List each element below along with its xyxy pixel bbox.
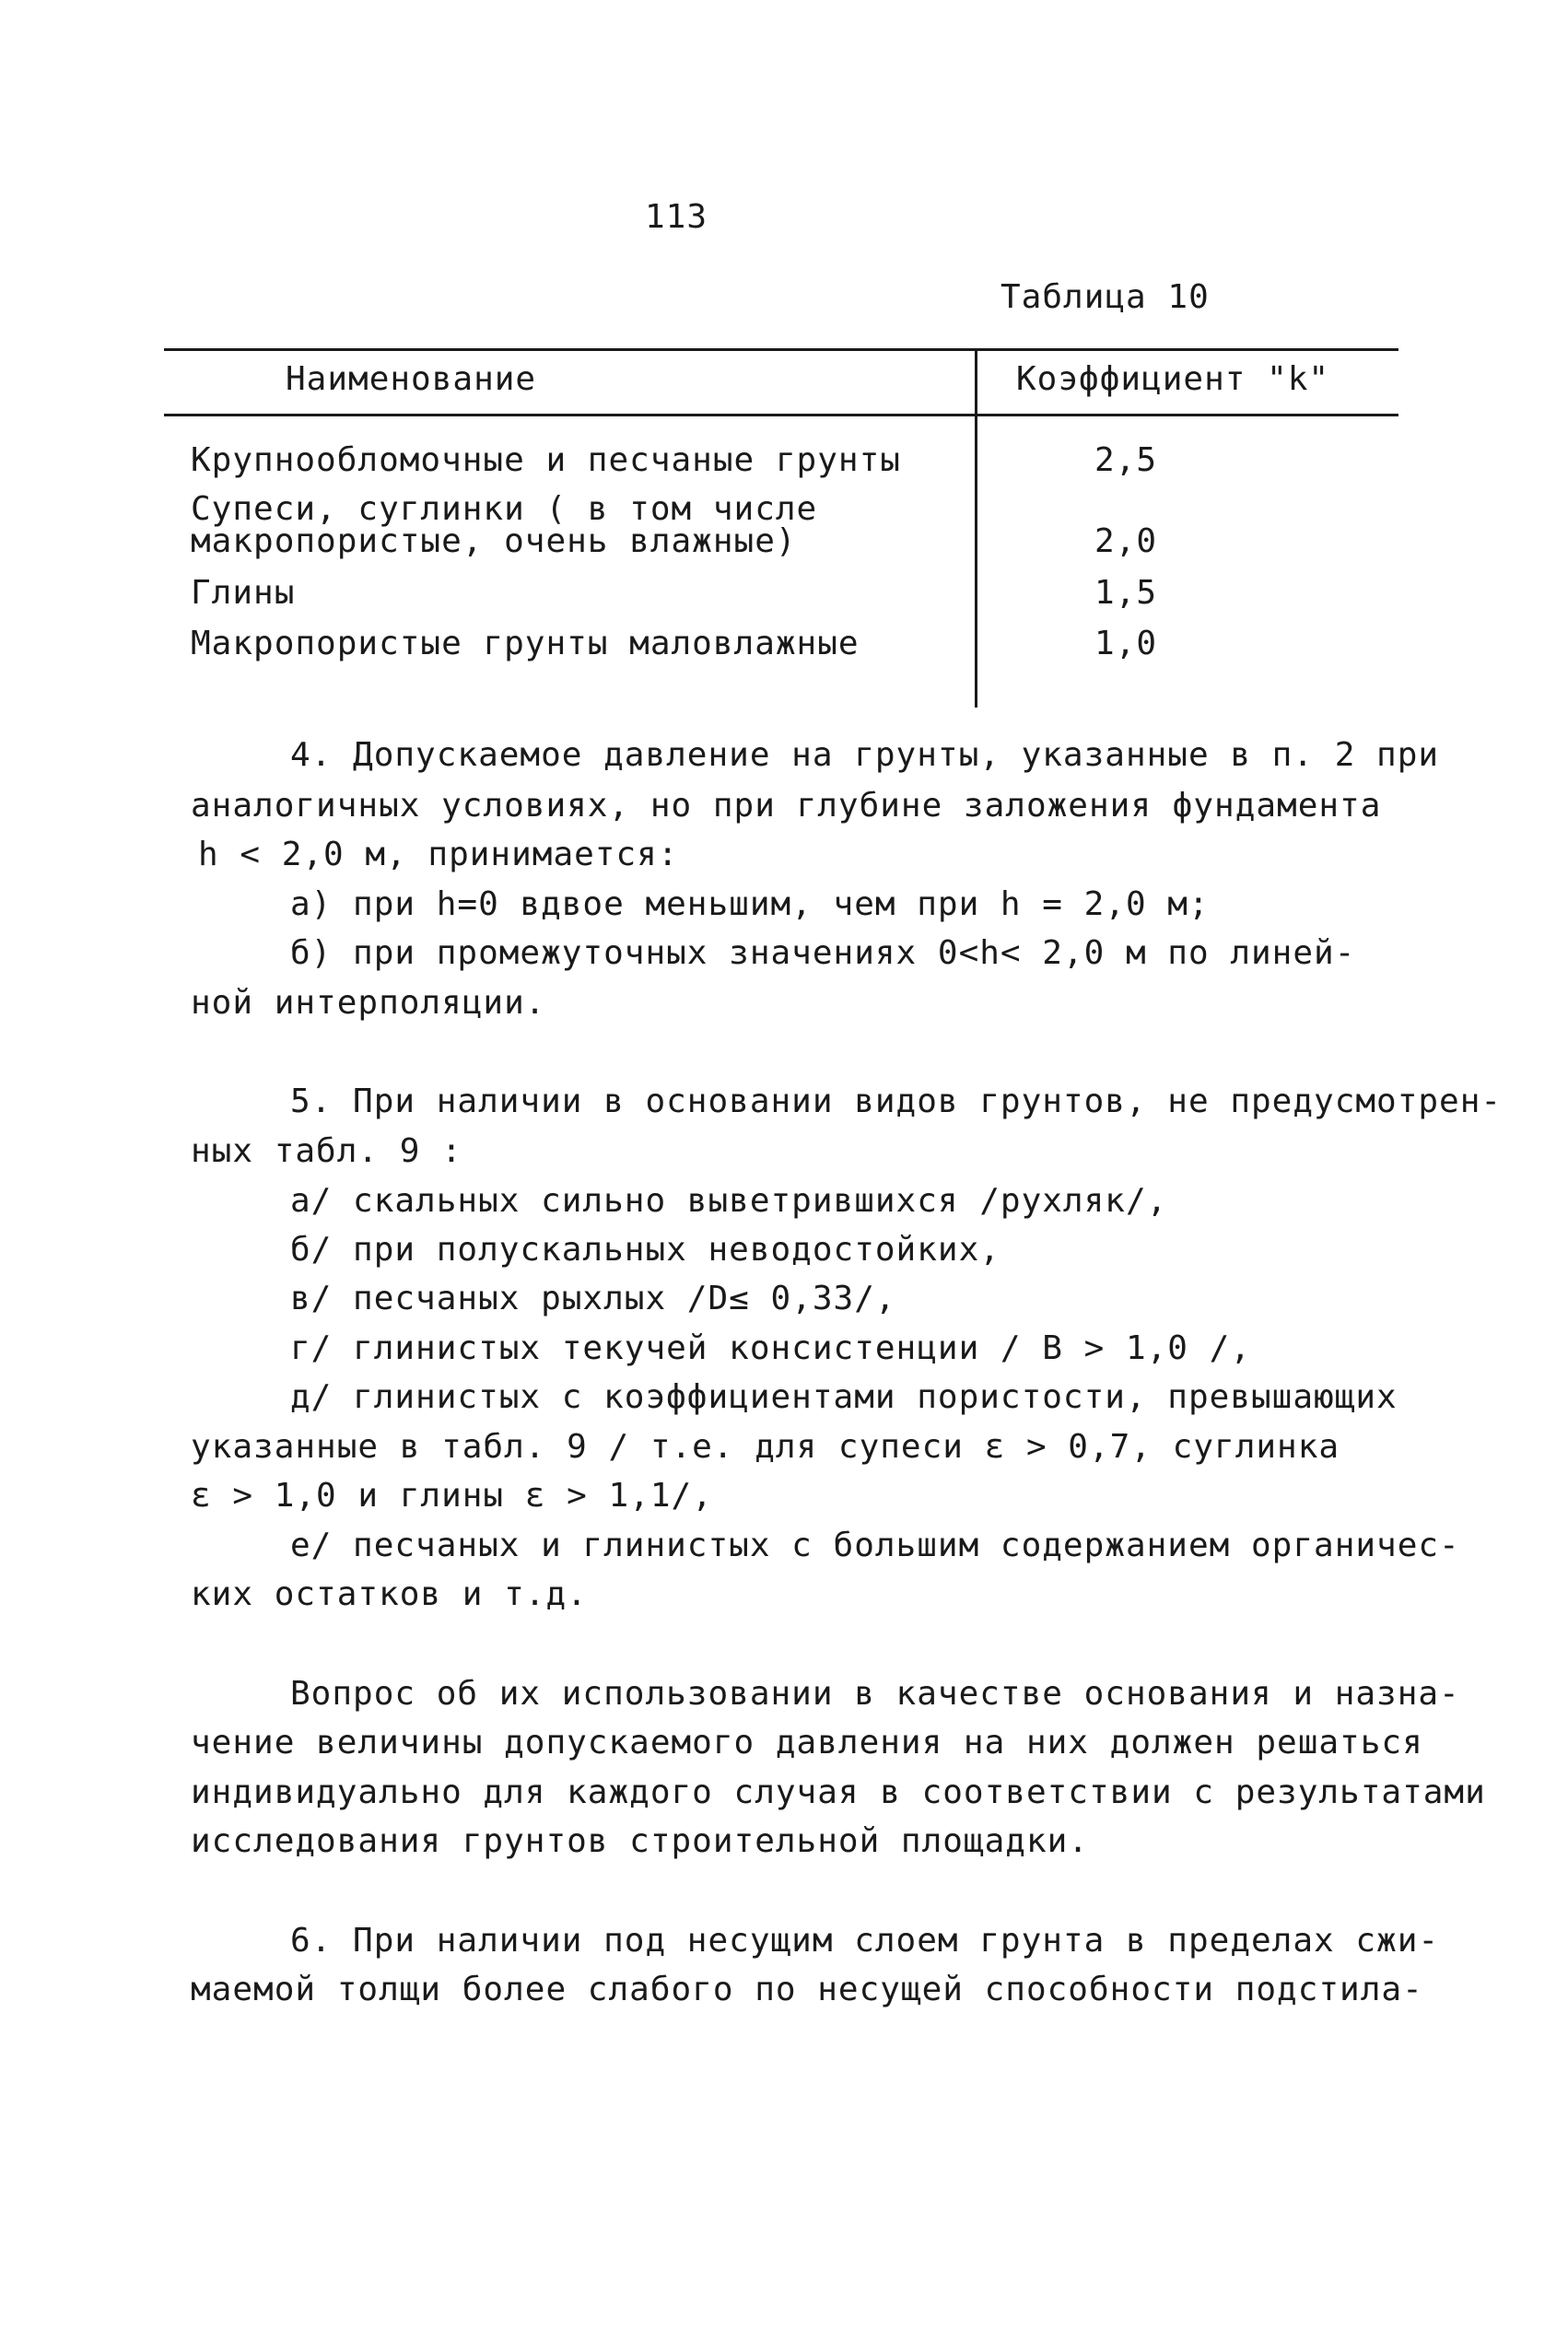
paragraph-line-3: индивидуально для каждого случая в соответствии с результатами [191,1773,1486,1811]
section-5-item-e-line-1: е/ песчаных и глинистых с большим содержанием органичес- [290,1527,1460,1564]
paragraph-line-4: исследования грунтов строительной площадки. [191,1822,1089,1860]
paragraph-line-2: чение величины допускаемого давления на них должен решаться [191,1724,1423,1761]
table-top-rule [164,348,1398,351]
section-4-line-3: h < 2,0 м, принимается: [198,836,679,873]
section-4-line-2: аналогичных условиях, но при глубине заложения фундамента [191,787,1382,825]
table-row-2-name-line1: Супеси, суглинки ( в том числе [191,490,818,528]
table-column-divider [975,348,977,708]
section-4-line-5: б) при промежуточных значениях 0<h< 2,0 м по линей- [290,934,1356,972]
table-row-4-name: Макропористые грунты маловлажные [191,625,860,662]
table-row-2-name-line2: макропористые, очень влажные) [191,522,797,560]
section-5-item-a: а/ скальных сильно выветрившихся /рухляк/, [290,1182,1168,1220]
table-row-3-value: 1,5 [1094,574,1158,612]
section-5-item-b: б/ при полускальных неводостойких, [290,1231,1000,1269]
page-number: 113 [645,198,708,236]
section-5-item-v: в/ песчаных рыхлых /D≤ 0,33/, [290,1280,896,1317]
section-6-line-2: маемой толщи более слабого по несущей способности подстила- [191,1971,1423,2008]
table-caption: Таблица 10 [1000,278,1210,316]
paragraph-line-1: Вопрос об их использовании в качестве основания и назна- [290,1675,1460,1713]
table-row-1-value: 2,5 [1094,441,1158,479]
table-row-2-value: 2,0 [1094,522,1158,560]
section-5-item-e-line-2: ких остатков и т.д. [191,1575,588,1613]
section-4-line-4: а) при h=0 вдвое меньшим, чем при h = 2,0 м; [290,885,1210,923]
table-header-rule [164,414,1398,416]
section-4-line-6: ной интерполяции. [191,984,546,1022]
section-6-line-1: 6. При наличии под несущим слоем грунта в пределах сжи- [290,1922,1440,1960]
section-5-line-1: 5. При наличии в основании видов грунтов, не предусмотрен- [290,1083,1503,1120]
section-5-item-d-line-3: ε > 1,0 и глины ε > 1,1/, [191,1477,713,1515]
table-row-3-name: Глины [191,574,296,612]
table-header-name: Наименование [286,360,537,398]
table-row-4-value: 1,0 [1094,625,1158,662]
table-header-coefficient: Коэффициент "k" [1016,360,1330,398]
table-row-1-name: Крупнообломочные и песчаные грунты [191,441,901,479]
section-5-item-g: г/ глинистых текучей консистенции / B > 1,0 /, [290,1329,1251,1367]
section-5-item-d-line-1: д/ глинистых с коэффициентами пористости, превышающих [290,1378,1398,1416]
section-5-line-2: ных табл. 9 : [191,1132,462,1170]
section-5-item-d-line-2: указанные в табл. 9 / т.е. для супеси ε > 0,7, суглинка [191,1428,1340,1466]
section-4-line-1: 4. Допускаемое давление на грунты, указанные в п. 2 при [290,736,1440,774]
